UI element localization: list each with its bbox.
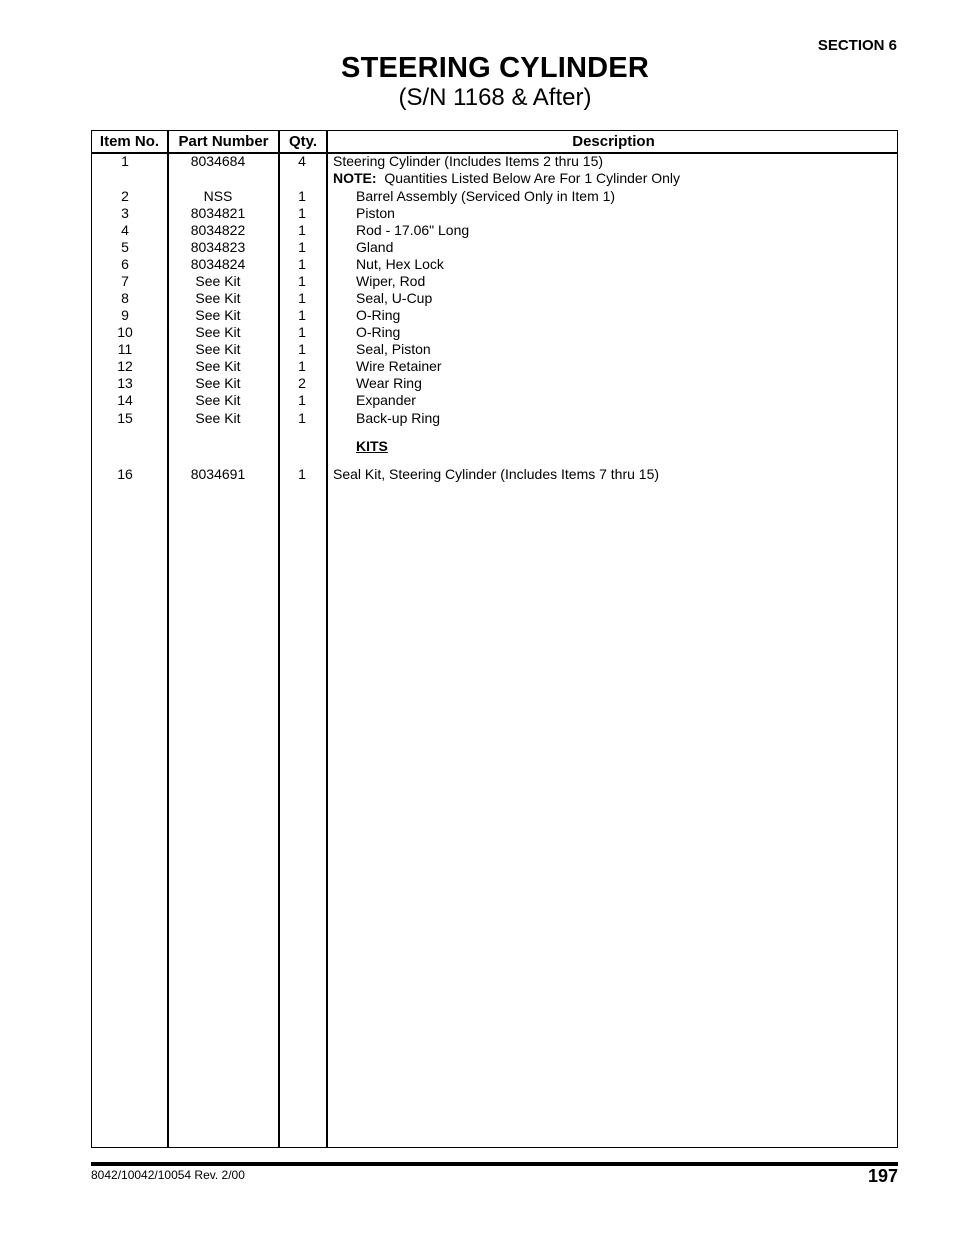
column-header-qty: Qty. (288, 133, 318, 150)
description: Nut, Hex Lock (356, 256, 444, 272)
description: Barrel Assembly (Serviced Only in Item 1) (356, 188, 616, 204)
table-row (92, 256, 897, 273)
column-header-description: Description (572, 133, 655, 150)
quantity: 1 (298, 307, 306, 323)
part-number: 8034821 (190, 205, 246, 221)
table-row (92, 205, 897, 222)
kits-heading: KITS (356, 438, 388, 454)
section-label: SECTION 6 (817, 37, 897, 54)
note-text: Quantities Listed Below Are For 1 Cylinder Only (384, 170, 681, 186)
part-number: See Kit (195, 358, 241, 374)
description: Wear Ring (356, 375, 422, 391)
item-no: 8 (121, 290, 129, 306)
item-no: 13 (117, 375, 133, 391)
part-number: See Kit (195, 307, 241, 323)
table-row (92, 307, 897, 324)
item-no: 11 (117, 341, 133, 357)
parts-table (91, 130, 898, 1148)
quantity: 1 (298, 239, 306, 255)
page-title: STEERING CYLINDER (341, 52, 649, 84)
description: Seal, Piston (356, 341, 431, 357)
document-number: 8042/10042/10054 Rev. 2/00 (91, 1168, 245, 1182)
description: Steering Cylinder (Includes Items 2 thru 15) (333, 153, 604, 169)
item-no: 3 (121, 205, 129, 221)
item-no: 6 (121, 256, 129, 272)
description: Wiper, Rod (356, 273, 426, 289)
quantity: 1 (298, 205, 306, 221)
page-number: 197 (867, 1166, 898, 1186)
item-no: 16 (117, 466, 133, 482)
table-row (92, 239, 897, 256)
quantity: 1 (298, 358, 306, 374)
quantity: 1 (298, 256, 306, 272)
table-row (92, 290, 897, 307)
note-row (92, 170, 897, 187)
table-row (92, 222, 897, 239)
table-row (92, 410, 897, 427)
table-row (92, 466, 897, 483)
quantity: 1 (298, 188, 306, 204)
description: Seal, U-Cup (356, 290, 433, 306)
description: Piston (356, 205, 395, 221)
item-no: 2 (121, 188, 129, 204)
table-row (92, 341, 897, 358)
part-number: 8034823 (190, 239, 246, 255)
item-no: 10 (117, 324, 133, 340)
part-number: See Kit (195, 324, 241, 340)
item-no: 5 (121, 239, 129, 255)
part-number: 8034684 (190, 153, 246, 169)
part-number: 8034824 (190, 256, 246, 272)
note-label: NOTE: (333, 170, 377, 186)
item-no: 9 (121, 307, 129, 323)
description: Wire Retainer (356, 358, 442, 374)
table-row (92, 273, 897, 290)
quantity: 1 (298, 290, 306, 306)
table-row (92, 358, 897, 375)
description: Rod - 17.06" Long (356, 222, 470, 238)
item-no: 4 (121, 222, 129, 238)
part-number: See Kit (195, 290, 241, 306)
part-number: 8034822 (190, 222, 246, 238)
part-number: 8034691 (190, 466, 246, 482)
table-row (92, 188, 897, 205)
column-header-part-number: Part Number (178, 133, 269, 150)
part-number: See Kit (195, 341, 241, 357)
description: O-Ring (356, 324, 401, 340)
part-number: See Kit (195, 392, 241, 408)
description: Seal Kit, Steering Cylinder (Includes Items 7 thru 15) (333, 466, 660, 482)
table-row (92, 392, 897, 409)
kits-heading-row (92, 438, 897, 455)
item-no: 1 (121, 153, 129, 169)
item-no: 12 (117, 358, 133, 374)
part-number: NSS (203, 188, 233, 204)
footer-rule (91, 1162, 898, 1166)
item-no: 14 (117, 392, 133, 408)
description: O-Ring (356, 307, 401, 323)
item-no: 15 (117, 410, 133, 426)
part-number: See Kit (195, 273, 241, 289)
description: Back-up Ring (356, 410, 441, 426)
quantity: 2 (298, 375, 306, 391)
table-row (92, 153, 897, 170)
quantity: 1 (298, 222, 306, 238)
page-subtitle: (S/N 1168 & After) (398, 84, 592, 111)
table-row (92, 324, 897, 341)
description: Gland (356, 239, 394, 255)
description: Expander (356, 392, 416, 408)
quantity: 1 (298, 324, 306, 340)
part-number: See Kit (195, 410, 241, 426)
quantity: 1 (298, 410, 306, 426)
quantity: 4 (298, 153, 306, 169)
table-row (92, 375, 897, 392)
part-number: See Kit (195, 375, 241, 391)
item-no: 7 (121, 273, 129, 289)
quantity: 1 (298, 466, 306, 482)
quantity: 1 (298, 392, 306, 408)
quantity: 1 (298, 273, 306, 289)
note (333, 170, 680, 187)
quantity: 1 (298, 341, 306, 357)
column-header-item-no: Item No. (99, 133, 160, 150)
